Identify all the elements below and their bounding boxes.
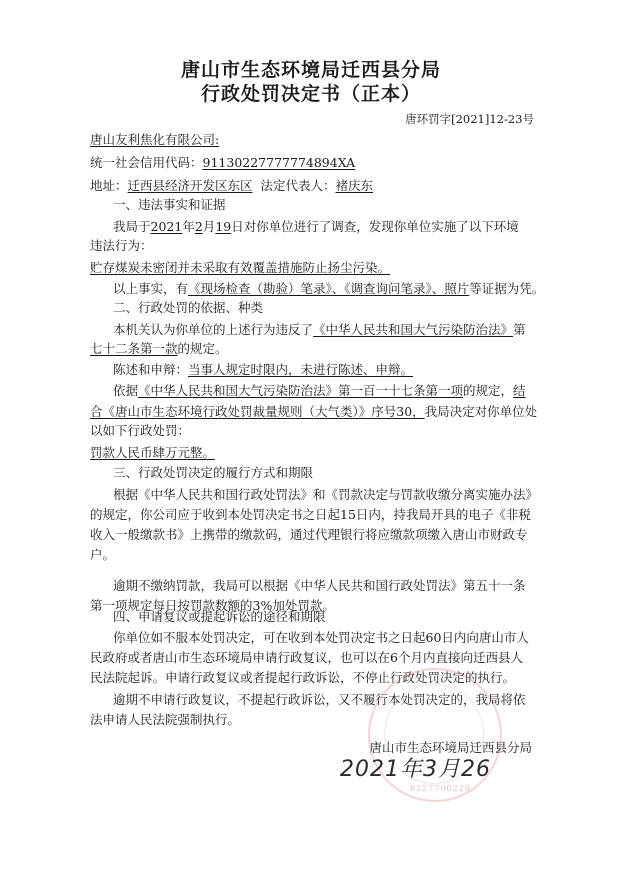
document-number: 唐环罚字[2021]12-23号 <box>405 112 534 126</box>
section2-heading: 二、行政处罚的依据、种类 <box>113 300 264 315</box>
decision-text: 我局决定对你单位处 <box>424 404 538 419</box>
investigation-line <box>113 219 540 235</box>
investigation-month: 2 <box>194 219 203 234</box>
legal-rep-name: 褚庆东 <box>335 178 374 193</box>
document-title-line2: 行政处罚决定书（正本） <box>200 83 421 105</box>
credit-code-label: 统一社会信用代码： <box>90 155 203 170</box>
appeal-text-line3: 民法院起诉。申请行政复议或者提起行政诉讼，不停止行政处罚决定的执行。 <box>90 670 516 685</box>
penalty-basis-line3: 以如下行政处罚： <box>90 423 191 438</box>
investigation-day: 19 <box>215 219 232 234</box>
law-article-suffix: 的规定。 <box>177 341 228 356</box>
law-article-line <box>90 341 540 357</box>
violation-label: 违法行为： <box>90 238 153 253</box>
law-article-prefix: 第 <box>513 322 526 337</box>
defense-label: 陈述和申辩： <box>113 362 189 377</box>
appeal-text-line1: 你单位如不服本处罚决定，可在收到本处罚决定书之日起60日内向唐山市人 <box>113 630 529 645</box>
address-line <box>90 178 540 194</box>
address-value: 迁西县经济开发区东区 <box>127 178 253 193</box>
late-payment-line1: 逾期不缴纳罚款，我局可以根据《中华人民共和国行政处罚法》第五十一条 <box>113 578 526 593</box>
legal-rep-label: 法定代表人： <box>260 178 336 193</box>
basis-law: 《中华人民共和国大气污染防治法》第一百一十七条第一项 <box>138 383 464 398</box>
investigation-text-end: 日对你单位进行了调查，发现你单位实施了以下环境 <box>231 219 519 234</box>
law-violated-prefix: 本机关认为你单位的上述行为违反了 <box>113 322 314 337</box>
defense-content: 当事人规定时限内，未进行陈述、申辩。 <box>188 362 414 377</box>
payment-text-line3: 收入一般缴款书》上携带的缴款码，通过代理银行将应缴款项缴入唐山市财政专 <box>90 527 528 542</box>
month-suffix: 月 <box>202 219 216 234</box>
address-label: 地址： <box>90 178 128 193</box>
penalty-basis-line2 <box>90 404 540 420</box>
payment-text-line2: 的规定，你公司应于收到本处罚决定书之日起15日内，持我局开具的电子《非税 <box>90 507 531 522</box>
handwritten-date: 2021年3月26 <box>340 757 491 782</box>
year-suffix: 年 <box>182 219 195 234</box>
evidence-line <box>113 281 545 297</box>
payment-text-line4: 户。 <box>90 547 116 562</box>
section1-heading: 一、违法事实和证据 <box>113 197 226 212</box>
evidence-items: 《现场检查（勘验）笔录》、《调查询问笔录》、照片 <box>188 281 470 296</box>
law-violated-line <box>113 322 540 338</box>
investigation-text: 我局于 <box>113 219 151 234</box>
penalty-basis-line1 <box>113 383 540 399</box>
violation-line <box>90 260 540 276</box>
violation-description: 贮存煤炭未密闭并未采取有效覆盖措施防止扬尘污染。 <box>90 260 391 275</box>
penalty-line <box>90 445 540 461</box>
issuing-authority: 唐山市生态环境局迁西县分局 <box>369 740 532 755</box>
evidence-prefix: 以上事实，有 <box>113 281 189 296</box>
section4-heading: 四、申请复议或提起诉讼的途径和期限 <box>113 609 326 624</box>
credit-code-line <box>90 155 540 171</box>
party-name: 唐山友利焦化有限公司: <box>90 132 220 147</box>
basis-continue: 结 <box>513 383 526 398</box>
law-name: 《中华人民共和国大气污染防治法》 <box>313 322 514 337</box>
evidence-suffix: 等证据为凭。 <box>469 281 545 296</box>
section3-heading: 三、行政处罚决定的履行方式和期限 <box>113 465 314 480</box>
discretion-rule: 合《唐山市生态环境行政处罚裁量规则（大气类）》序号30， <box>90 404 425 419</box>
basis-suffix: 的规定， <box>463 383 514 398</box>
basis-prefix: 依据 <box>113 383 139 398</box>
late-payment-line2: 第一项规定每日按罚款数额的3%加处罚款。 <box>90 598 335 613</box>
enforcement-line1: 逾期不申请行政复议，不提起行政诉讼，又不履行本处罚决定的，我局将依 <box>113 692 526 707</box>
payment-text-line1: 根据《中华人民共和国行政处罚法》和《罚款决定与罚款收缴分离实施办法》 <box>113 487 539 502</box>
appeal-text-line2: 民政府或者唐山市生态环境局申请行政复议，也可以在6个月内直接向迁西县人 <box>90 650 523 665</box>
law-article: 七十二条第一款 <box>90 341 178 356</box>
document-title-line1: 唐山市生态环境局迁西县分局 <box>180 59 441 81</box>
investigation-year: 2021 <box>150 219 183 234</box>
enforcement-line2: 法申请人民法院强制执行。 <box>90 712 241 727</box>
seal-code: 0227700229 <box>410 784 471 793</box>
defense-line <box>113 362 540 378</box>
penalty-amount: 罚款人民币肆万元整。 <box>90 445 216 460</box>
party-name-line <box>90 132 540 148</box>
credit-code: 91130227777774894XA <box>202 155 356 170</box>
